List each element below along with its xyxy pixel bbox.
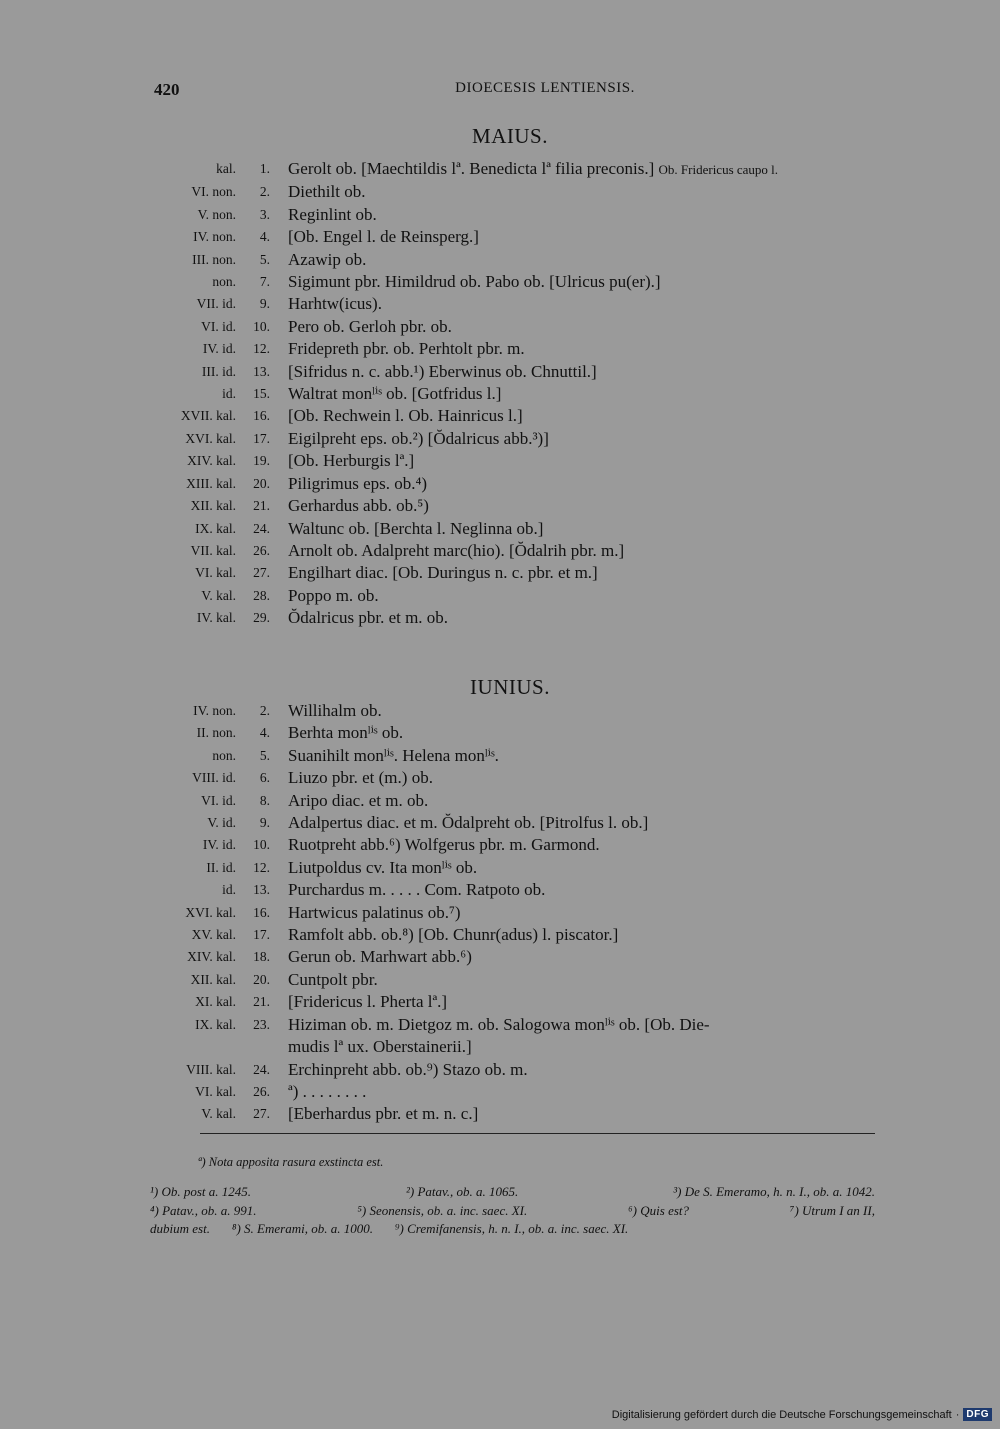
footnote: ¹) Ob. post a. 1245.	[150, 1184, 252, 1199]
entry-text	[288, 226, 878, 248]
entry-text	[288, 338, 878, 360]
footnote: ²) Patav., ob. a. 1065.	[405, 1184, 519, 1199]
entry-date: II. id.	[206, 859, 236, 875]
calendar-entry	[0, 518, 1000, 540]
entry-main-text: [Fridericus l. Pherta lª.]	[288, 992, 448, 1012]
entry-date: non.	[212, 274, 236, 290]
entry-day: 9.	[259, 296, 270, 312]
entry-text	[288, 1014, 878, 1059]
entry-small-text: Ob. Fridericus caupo l.	[658, 162, 779, 177]
entry-day: 13.	[253, 882, 270, 898]
entry-main-text: Willihalm ob.	[288, 701, 382, 720]
calendar-entry	[0, 158, 1000, 181]
entry-text	[288, 1059, 878, 1081]
entry-main-text: Piligrimus eps. ob.⁴)	[288, 473, 428, 493]
calendar-entry	[0, 293, 1000, 315]
calendar-entry	[0, 361, 1000, 383]
entry-main-text: Sigimunt pbr. Himildrud ob. Pabo ob. [Ulricus pu(er).]	[288, 272, 661, 292]
entry-text	[288, 518, 878, 540]
entry-main-text: [Ob. Engel l. de Reinsperg.]	[288, 227, 479, 247]
entry-main-text: Engilhart diac. [Ob. Duringus n. c. pbr. et m.]	[288, 563, 598, 583]
calendar-entry	[0, 1103, 1000, 1125]
entry-day: 20.	[253, 971, 270, 987]
entry-text	[288, 271, 878, 293]
entry-text	[288, 834, 878, 856]
entry-text	[288, 473, 878, 495]
entry-date: II. non.	[196, 725, 236, 741]
entry-date: kal.	[216, 161, 236, 176]
entry-date: VIII. kal.	[186, 1061, 236, 1077]
entry-text	[288, 383, 878, 405]
footnote: ⁷) Utrum I an II,	[789, 1202, 875, 1218]
calendar-entry	[0, 879, 1000, 901]
entry-main-text: Suanihilt monˡⁱˢ. Helena monˡⁱˢ.	[288, 745, 499, 765]
entry-date: IV. id.	[202, 837, 236, 853]
footnote: ⁵) Seonensis, ob. a. inc. saec. XI.	[357, 1202, 528, 1218]
entry-main-text: Hartwicus palatinus ob.⁷)	[288, 902, 461, 922]
footnote: ⁹) Cremifanensis, h. n. I., ob. a. inc. saec. XI.	[394, 1221, 629, 1236]
calendar-entry	[0, 767, 1000, 789]
calendar-entry	[0, 924, 1000, 946]
entry-date: XIV. kal.	[187, 453, 236, 469]
entry-main-text: Liutpoldus cv. Ita monˡⁱˢ ob.	[288, 857, 478, 877]
footnote-line-2	[150, 1202, 875, 1221]
entry-day: 20.	[253, 475, 270, 491]
entry-text	[288, 450, 878, 472]
entry-day: 21.	[253, 994, 270, 1010]
entry-day: 27.	[253, 1106, 270, 1122]
entry-main-text: Ramfolt abb. ob.⁸) [Ob. Chunr(adus) l. piscator.]	[288, 925, 619, 945]
entry-date: VII. kal.	[190, 542, 236, 558]
entry-text	[288, 969, 878, 991]
entry-text	[288, 405, 878, 427]
iunius-entries	[0, 700, 1000, 1126]
entry-main-text: Erchinpreht abb. ob.⁹) Stazo ob. m.	[288, 1059, 528, 1079]
footnotes	[150, 1183, 875, 1239]
calendar-entry	[0, 562, 1000, 584]
calendar-entry	[0, 812, 1000, 834]
entry-day: 1.	[259, 161, 270, 176]
entry-date: id.	[222, 386, 236, 402]
entry-text	[288, 181, 878, 203]
entry-main-text: [Ob. Rechwein l. Ob. Hainricus l.]	[288, 406, 523, 426]
calendar-entry	[0, 428, 1000, 450]
entry-main-text: Arnolt ob. Adalpreht marc(hio). [Ŏdalrih pbr. m.]	[288, 540, 625, 560]
entry-date: IV. id.	[202, 341, 236, 357]
entry-day: 2.	[259, 703, 270, 718]
entry-date: V. kal.	[201, 587, 236, 603]
entry-day: 10.	[253, 837, 270, 853]
entry-text	[288, 946, 878, 968]
calendar-entry	[0, 745, 1000, 767]
calendar-entry	[0, 204, 1000, 226]
entry-text	[288, 879, 878, 901]
section-title-maius: MAIUS.	[472, 124, 548, 148]
entry-date: XII. kal.	[190, 971, 236, 987]
entry-main-text: Hiziman ob. m. Dietgoz m. ob. Salogowa monˡⁱˢ ob. [Ob. Die-	[288, 1014, 710, 1034]
calendar-entry	[0, 991, 1000, 1013]
calendar-entry	[0, 902, 1000, 924]
entry-text	[288, 857, 878, 879]
entry-day: 12.	[253, 341, 270, 357]
entry-date: IV. non.	[193, 703, 236, 718]
entry-day: 4.	[259, 229, 270, 245]
entry-main-text: Diethilt ob.	[288, 182, 366, 202]
entry-main-text: Fridepreth pbr. ob. Perhtolt pbr. m.	[288, 339, 525, 359]
entry-main-text: [Sifridus n. c. abb.¹) Eberwinus ob. Chnuttil.]	[288, 361, 597, 381]
entry-date: XVI. kal.	[185, 904, 236, 920]
entry-day: 16.	[253, 408, 270, 424]
calendar-entry	[0, 249, 1000, 271]
entry-date: XI. kal.	[195, 994, 236, 1010]
entry-main-text: Azawip ob.	[288, 249, 367, 269]
entry-main-text: Adalpertus diac. et m. Ŏdalpreht ob. [Pitrolfus l. ob.]	[288, 813, 649, 833]
footnote-a: ª) Nota apposita rasura exstincta est.	[198, 1155, 384, 1169]
calendar-entry	[0, 790, 1000, 812]
entry-day: 12.	[253, 859, 270, 875]
entry-date: IV. kal.	[196, 610, 236, 626]
entry-date: VI. kal.	[195, 1083, 236, 1099]
footnote: ⁴) Patav., ob. a. 991.	[150, 1202, 257, 1218]
entry-main-text: [Eberhardus pbr. et m. n. c.]	[288, 1104, 479, 1124]
credit-text: Digitalisierung gefördert durch die Deutsche Forschungsgemeinschaft	[611, 1408, 952, 1421]
entry-date: non.	[212, 747, 236, 763]
entry-day: 8.	[259, 792, 270, 808]
entry-main-text: Poppo m. ob.	[288, 585, 379, 605]
entry-main-text: Ruotpreht abb.⁶) Wolfgerus pbr. m. Garmond.	[288, 835, 600, 855]
entry-date: V. kal.	[201, 1106, 236, 1122]
entry-main-text: Aripo diac. et m. ob.	[288, 790, 429, 810]
entry-main-text: Gerhardus abb. ob.⁵)	[288, 496, 429, 516]
entry-day: 18.	[253, 949, 270, 965]
entry-date: IX. kal.	[195, 1016, 236, 1032]
entry-day: 17.	[253, 430, 270, 446]
entry-text	[288, 700, 878, 722]
footnote-line-3	[150, 1220, 875, 1239]
entry-text	[288, 745, 878, 767]
entry-day: 29.	[253, 610, 270, 626]
entry-main-text: Gerun ob. Marhwart abb.⁶)	[288, 947, 472, 967]
entry-main-text: [Ob. Herburgis lª.]	[288, 451, 415, 471]
entry-day: 19.	[253, 453, 270, 469]
entry-text	[288, 790, 878, 812]
entry-date: XV. kal.	[191, 927, 236, 943]
entry-date: XVII. kal.	[180, 408, 236, 424]
entry-date: VIII. id.	[192, 770, 236, 786]
entry-day: 17.	[253, 927, 270, 943]
entry-day: 2.	[259, 184, 270, 200]
entry-date: IV. non.	[193, 229, 236, 245]
entry-main-text: Harhtw(icus).	[288, 294, 382, 314]
entry-date: XII. kal.	[190, 498, 236, 514]
footnote: ⁸) S. Emerami, ob. a. 1000.	[231, 1221, 373, 1236]
entry-date: XIII. kal.	[186, 475, 236, 491]
page-header	[150, 80, 880, 102]
entry-day: 7.	[259, 274, 270, 290]
footnote-line-1	[150, 1183, 875, 1202]
entry-day: 5.	[259, 747, 270, 763]
entry-day: 21.	[253, 498, 270, 514]
entry-main-text: Waltrat monˡⁱˢ ob. [Gotfridus l.]	[288, 384, 502, 404]
entry-day: 26.	[253, 1083, 270, 1099]
entry-date: III. id.	[201, 363, 236, 379]
calendar-entry	[0, 473, 1000, 495]
maius-entries	[0, 158, 1000, 630]
entry-text	[288, 562, 878, 584]
entry-date: V. non.	[197, 206, 236, 222]
entry-main-text: Pero ob. Gerloh pbr. ob.	[288, 316, 452, 336]
entry-text	[288, 428, 878, 450]
calendar-entry	[0, 722, 1000, 744]
entry-day: 24.	[253, 1061, 270, 1077]
calendar-entry	[0, 316, 1000, 338]
entry-main-text: Ŏdalricus pbr. et m. ob.	[288, 608, 449, 628]
entry-day: 24.	[253, 520, 270, 536]
calendar-entry	[0, 495, 1000, 517]
entry-day: 6.	[259, 770, 270, 786]
entry-text	[288, 924, 878, 946]
calendar-entry	[0, 700, 1000, 722]
entry-continuation: mudis lª ux. Oberstainerii.]	[288, 1037, 472, 1057]
calendar-entry	[0, 834, 1000, 856]
entry-date: IX. kal.	[195, 520, 236, 536]
entry-day: 4.	[259, 725, 270, 741]
credit-bar: Digitalisierung gefördert durch die Deutsche Forschungsgemeinschaft · DFG	[612, 1408, 992, 1421]
entry-text	[288, 585, 878, 607]
footnote: dubium est.	[150, 1221, 210, 1236]
entry-text	[288, 767, 878, 789]
entry-date: VII. id.	[196, 296, 236, 312]
entry-text	[288, 1081, 878, 1103]
entry-text	[288, 293, 878, 315]
entry-day: 26.	[253, 542, 270, 558]
entry-date: XIV. kal.	[187, 949, 236, 965]
page-number: 420	[154, 80, 180, 99]
entry-main-text: Reginlint ob.	[288, 204, 377, 224]
entry-main-text: Purchardus m. . . . . Com. Ratpoto ob.	[288, 880, 546, 900]
entry-day: 28.	[253, 587, 270, 603]
entry-day: 10.	[253, 318, 270, 334]
entry-date: VI. id.	[201, 792, 236, 808]
footnote: ³) De S. Emeramo, h. n. I., ob. a. 1042.	[673, 1184, 875, 1199]
calendar-entry	[0, 1059, 1000, 1081]
entry-text	[288, 1103, 878, 1125]
footnote: ⁶) Quis est?	[628, 1202, 690, 1218]
calendar-entry	[0, 226, 1000, 248]
calendar-entry	[0, 271, 1000, 293]
entry-day: 27.	[253, 565, 270, 581]
entry-date: XVI. kal.	[185, 430, 236, 446]
calendar-entry	[0, 1014, 1000, 1059]
entry-text	[288, 495, 878, 517]
calendar-entry	[0, 585, 1000, 607]
entry-main-text: Berhta monˡⁱˢ ob.	[288, 723, 404, 743]
entry-main-text: Eigilpreht eps. ob.²) [Ŏdalricus abb.³)]	[288, 428, 549, 448]
entry-text	[288, 607, 878, 629]
entry-text	[288, 991, 878, 1013]
entry-date: III. non.	[192, 251, 236, 267]
calendar-entry	[0, 405, 1000, 427]
entry-day: 3.	[259, 206, 270, 222]
entry-day: 9.	[259, 815, 270, 831]
entry-day: 15.	[253, 386, 270, 402]
entry-text	[288, 902, 878, 924]
entry-date: VI. kal.	[195, 565, 236, 581]
entry-date: V. id.	[207, 815, 236, 831]
entry-day: 23.	[253, 1016, 270, 1032]
entry-main-text: Liuzo pbr. et (m.) ob.	[288, 768, 433, 788]
entry-date: VI. id.	[201, 318, 236, 334]
calendar-entry	[0, 450, 1000, 472]
entry-text	[288, 722, 878, 744]
entry-date: VI. non.	[191, 184, 236, 200]
entry-main-text: Gerolt ob. [Maechtildis lª. Benedicta lª filia preconis.]	[288, 159, 655, 178]
entry-day: 13.	[253, 363, 270, 379]
entry-main-text: Waltunc ob. [Berchta l. Neglinna ob.]	[288, 518, 544, 538]
entry-text	[288, 812, 878, 834]
entry-text	[288, 249, 878, 271]
entry-day: 5.	[259, 251, 270, 267]
entry-text	[288, 316, 878, 338]
entry-text	[288, 361, 878, 383]
calendar-entry	[0, 857, 1000, 879]
entry-main-text: ª) . . . . . . . .	[288, 1081, 367, 1101]
entry-date: id.	[222, 882, 236, 898]
entry-day: 16.	[253, 904, 270, 920]
running-title: DIOECESIS LENTIENSIS.	[455, 80, 635, 96]
section-title-iunius: IUNIUS.	[470, 675, 550, 699]
entry-main-text: Cuntpolt pbr.	[288, 969, 378, 989]
calendar-entry	[0, 181, 1000, 203]
calendar-entry	[0, 540, 1000, 562]
calendar-entry	[0, 383, 1000, 405]
dfg-logo-icon: DFG	[963, 1408, 992, 1421]
calendar-entry	[0, 946, 1000, 968]
calendar-entry	[0, 1081, 1000, 1103]
calendar-entry	[0, 338, 1000, 360]
footnote-divider	[200, 1133, 875, 1134]
entry-text	[288, 204, 878, 226]
entry-text	[288, 158, 878, 181]
entry-text	[288, 540, 878, 562]
calendar-entry	[0, 607, 1000, 629]
calendar-entry	[0, 969, 1000, 991]
